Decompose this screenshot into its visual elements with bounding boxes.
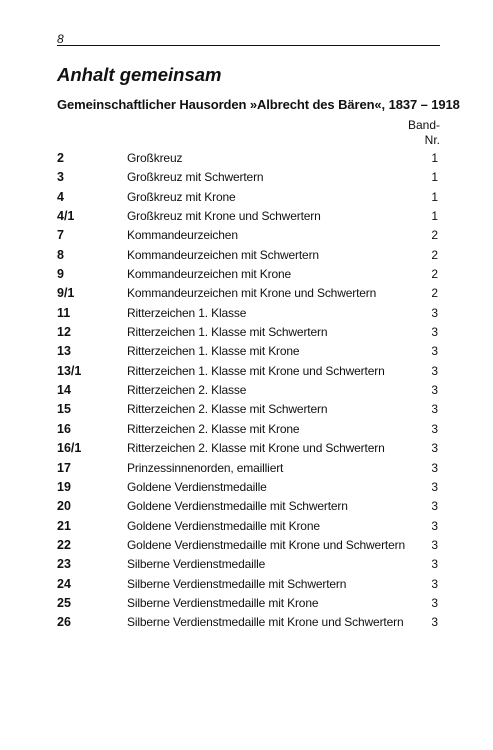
row-description: Goldene Verdienstmedaille mit Schwertern bbox=[127, 499, 348, 514]
row-number: 17 bbox=[57, 460, 71, 475]
row-number: 23 bbox=[57, 557, 71, 572]
table-row bbox=[57, 517, 440, 536]
row-number: 4/1 bbox=[57, 209, 75, 224]
row-description: Ritterzeichen 2. Klasse mit Krone bbox=[127, 421, 300, 436]
row-band-number: 2 bbox=[431, 267, 438, 282]
header-rule bbox=[57, 45, 440, 46]
table-row bbox=[57, 284, 440, 303]
row-band-number: 3 bbox=[431, 383, 438, 398]
row-description: Großkreuz mit Krone bbox=[127, 189, 236, 204]
row-number: 4 bbox=[57, 189, 64, 204]
row-number: 21 bbox=[57, 518, 71, 533]
row-description: Großkreuz bbox=[127, 151, 183, 165]
row-number: 9 bbox=[57, 267, 64, 282]
row-number: 25 bbox=[57, 595, 71, 610]
row-number: 16/1 bbox=[57, 441, 82, 456]
row-band-number: 2 bbox=[431, 228, 438, 243]
table-row bbox=[57, 323, 440, 342]
row-number: 13/1 bbox=[57, 363, 82, 378]
row-number: 19 bbox=[57, 479, 71, 494]
row-number: 12 bbox=[57, 325, 71, 340]
table-row bbox=[57, 420, 440, 439]
row-number: 24 bbox=[57, 576, 71, 591]
row-number: 7 bbox=[57, 228, 64, 243]
row-band-number: 2 bbox=[431, 286, 438, 301]
row-description: Großkreuz mit Krone und Schwertern bbox=[127, 209, 321, 224]
row-description: Ritterzeichen 2. Klasse mit Krone und Schwertern bbox=[127, 441, 385, 456]
table-row bbox=[57, 478, 440, 497]
row-description: Ritterzeichen 1. Klasse bbox=[127, 305, 247, 320]
row-band-number: 3 bbox=[431, 344, 438, 359]
row-band-number: 3 bbox=[431, 402, 438, 417]
row-band-number: 3 bbox=[431, 557, 438, 572]
row-number: 8 bbox=[57, 247, 64, 262]
table-row bbox=[57, 342, 440, 361]
table-row bbox=[57, 207, 440, 226]
table-row bbox=[57, 555, 440, 574]
row-number: 22 bbox=[57, 537, 71, 552]
row-description: Ritterzeichen 1. Klasse mit Schwertern bbox=[127, 325, 328, 340]
table-heading: Gemeinschaftlicher Hausorden »Albrecht des Bären«, 1837 – 1918 bbox=[57, 97, 460, 112]
band-header-line-1: Band- bbox=[407, 118, 440, 132]
table-row bbox=[57, 594, 440, 613]
row-band-number: 1 bbox=[431, 209, 438, 224]
order-list bbox=[57, 149, 440, 633]
row-number: 3 bbox=[57, 170, 64, 185]
row-description: Prinzessinnenorden, emailliert bbox=[127, 460, 284, 475]
row-description: Ritterzeichen 2. Klasse bbox=[127, 383, 247, 398]
table-row bbox=[57, 400, 440, 419]
row-description: Silberne Verdienstmedaille mit Krone und Schwertern bbox=[127, 615, 404, 630]
row-description: Kommandeurzeichen mit Krone bbox=[127, 267, 292, 282]
row-number: 11 bbox=[57, 305, 71, 320]
row-band-number: 1 bbox=[431, 170, 438, 185]
row-band-number: 1 bbox=[431, 151, 438, 165]
row-description: Großkreuz mit Schwertern bbox=[127, 170, 264, 185]
row-number: 2 bbox=[57, 151, 64, 165]
row-band-number: 3 bbox=[431, 576, 438, 591]
row-band-number: 1 bbox=[431, 189, 438, 204]
row-description: Ritterzeichen 2. Klasse mit Schwertern bbox=[127, 402, 328, 417]
table-row bbox=[57, 265, 440, 284]
row-band-number: 3 bbox=[431, 595, 438, 610]
row-description: Goldene Verdienstmedaille mit Krone bbox=[127, 518, 320, 533]
table-row bbox=[57, 575, 440, 594]
row-description: Silberne Verdienstmedaille mit Schwertern bbox=[127, 576, 347, 591]
row-description: Goldene Verdienstmedaille mit Krone und Schwertern bbox=[127, 537, 405, 552]
table-row bbox=[57, 149, 440, 168]
table-row bbox=[57, 613, 440, 632]
page-number: 8 bbox=[57, 32, 64, 46]
row-description: Ritterzeichen 1. Klasse mit Krone bbox=[127, 344, 300, 359]
section-title: Anhalt gemeinsam bbox=[57, 64, 222, 85]
band-header-line-2: Nr. bbox=[424, 133, 440, 147]
row-band-number: 3 bbox=[431, 421, 438, 436]
table-row bbox=[57, 381, 440, 400]
table-row bbox=[57, 168, 440, 187]
table-row bbox=[57, 497, 440, 516]
table-row bbox=[57, 439, 440, 458]
row-number: 13 bbox=[57, 344, 71, 359]
row-band-number: 3 bbox=[431, 305, 438, 320]
row-band-number: 3 bbox=[431, 499, 438, 514]
row-number: 26 bbox=[57, 615, 71, 630]
row-band-number: 3 bbox=[431, 325, 438, 340]
row-band-number: 3 bbox=[431, 615, 438, 630]
row-description: Silberne Verdienstmedaille mit Krone bbox=[127, 595, 319, 610]
table-row bbox=[57, 304, 440, 323]
row-number: 15 bbox=[57, 402, 71, 417]
table-row bbox=[57, 246, 440, 265]
row-description: Kommandeurzeichen mit Krone und Schwertern bbox=[127, 286, 377, 301]
table-row bbox=[57, 536, 440, 555]
row-number: 9/1 bbox=[57, 286, 75, 301]
row-number: 14 bbox=[57, 383, 71, 398]
row-description: Silberne Verdienstmedaille bbox=[127, 557, 266, 572]
row-description: Kommandeurzeichen mit Schwertern bbox=[127, 247, 319, 262]
row-description: Goldene Verdienstmedaille bbox=[127, 479, 267, 494]
table-row bbox=[57, 362, 440, 381]
table-row bbox=[57, 188, 440, 207]
row-band-number: 3 bbox=[431, 441, 438, 456]
row-number: 16 bbox=[57, 421, 71, 436]
row-band-number: 3 bbox=[431, 537, 438, 552]
row-band-number: 3 bbox=[431, 479, 438, 494]
table-row bbox=[57, 226, 440, 245]
row-description: Kommandeurzeichen bbox=[127, 228, 238, 243]
row-number: 20 bbox=[57, 499, 71, 514]
row-band-number: 3 bbox=[431, 460, 438, 475]
row-band-number: 3 bbox=[431, 518, 438, 533]
table-row bbox=[57, 459, 440, 478]
row-description: Ritterzeichen 1. Klasse mit Krone und Schwertern bbox=[127, 363, 385, 378]
band-column-header bbox=[408, 118, 440, 148]
row-band-number: 2 bbox=[431, 247, 438, 262]
row-band-number: 3 bbox=[431, 363, 438, 378]
